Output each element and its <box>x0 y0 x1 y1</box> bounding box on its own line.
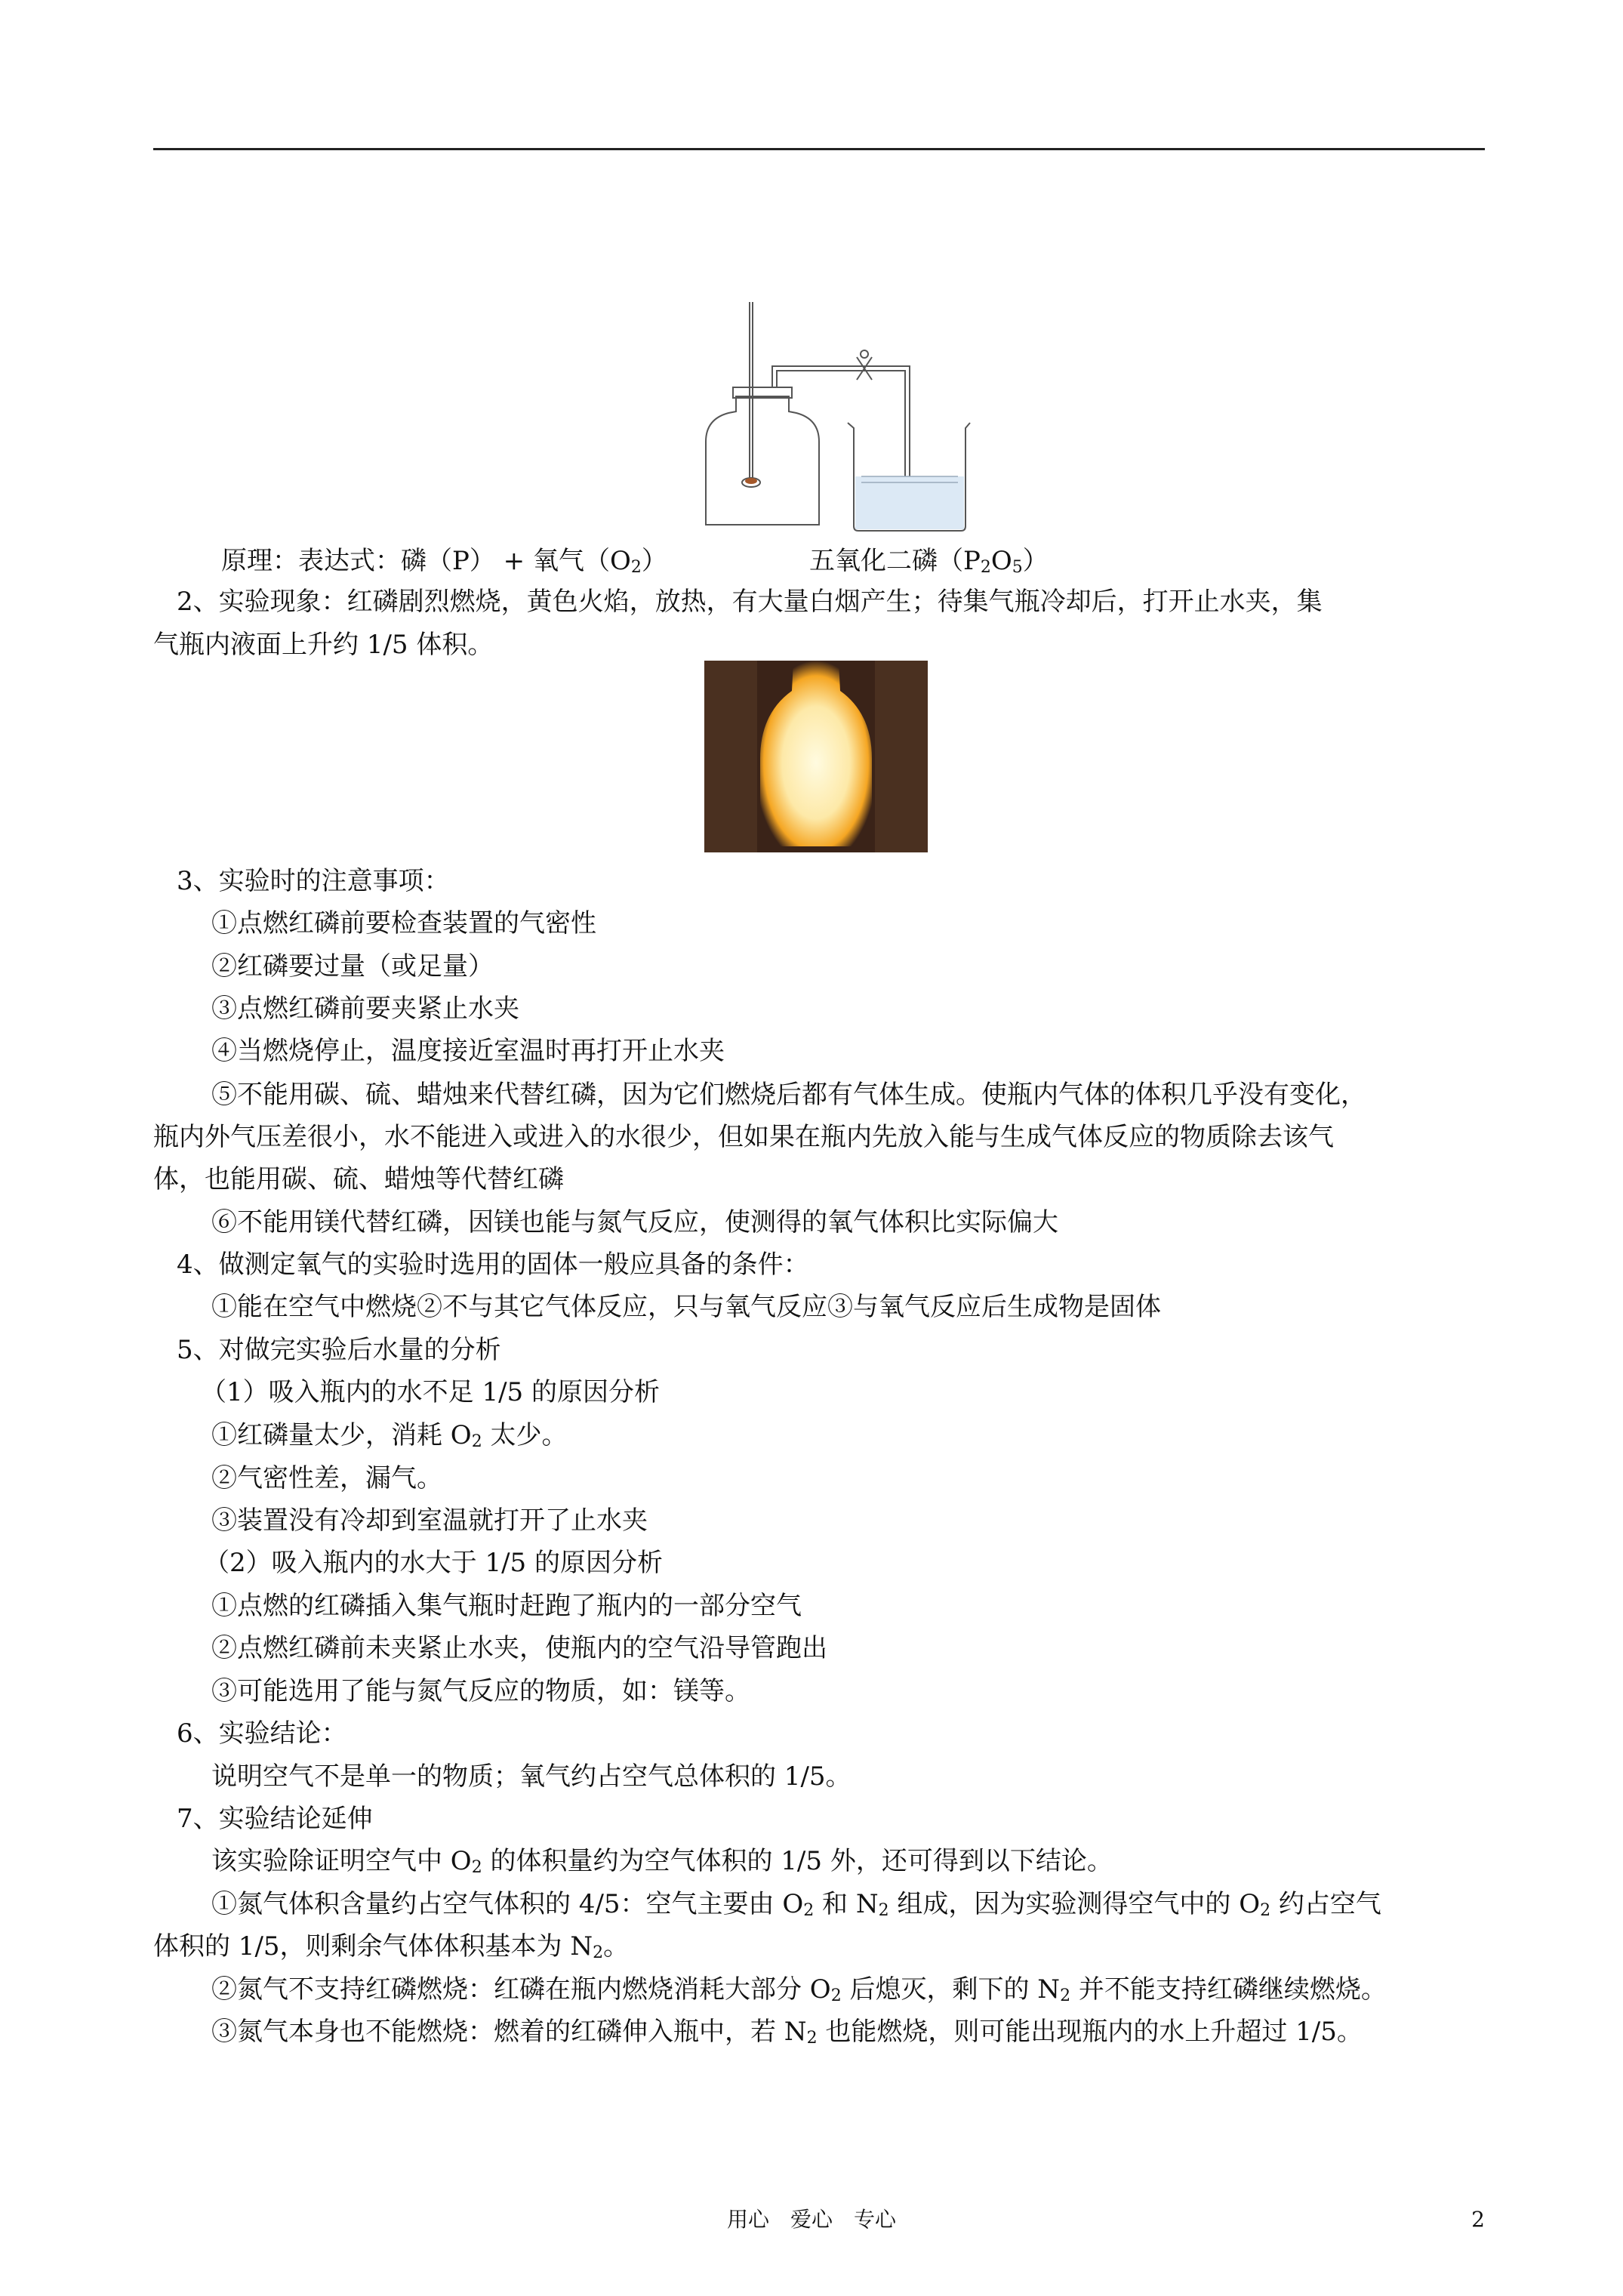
header-rule <box>153 148 1485 150</box>
sec5-b2: ②点燃红磷前未夹紧止水夹，使瓶内的空气沿导管跑出 <box>211 1633 827 1663</box>
sec5-b1: ①点燃的红磷插入集气瓶时赶跑了瓶内的一部分空气 <box>211 1591 802 1621</box>
sec3-item3: ③点燃红磷前要夹紧止水夹 <box>211 994 519 1024</box>
sec7-intro: 该实验除证明空气中 $O_2$ 的体积量约为空气体积的 1/5 外，还可得到以下结论。 <box>211 1846 1113 1877</box>
sec5-title: 5、对做完实验后水量的分析 <box>177 1335 501 1365</box>
sec3-item5-line3: 体，也能用碳、硫、蜡烛等代替红磷 <box>153 1164 564 1194</box>
sec7-c1-line2: 体积的 1/5，则剩余气体体积基本为 $N_2$。 <box>153 1931 630 1962</box>
connecting-tube <box>772 366 910 419</box>
sec2-line1: 2、实验现象：红磷剧烈燃烧，黄色火焰，放热，有大量白烟产生；待集气瓶冷却后，打开止水夹，集 <box>177 587 1323 617</box>
sec6-title: 6、实验结论： <box>177 1718 347 1749</box>
sec4-title: 4、做测定氧气的实验时选用的固体一般应具备的条件： <box>177 1250 809 1280</box>
apparatus-diagram <box>683 298 1076 540</box>
footer-motto: 用心 爱心 专心 <box>726 2207 896 2232</box>
sec6-body: 说明空气不是单一的物质；氧气约占空气总体积的 1/5。 <box>211 1761 852 1792</box>
sec3-item2: ②红磷要过量（或足量） <box>211 951 494 982</box>
sec5-a1: ①红磷量太少，消耗 $O_2$ 太少。 <box>211 1420 568 1451</box>
burning-phosphorus-photo <box>704 661 928 852</box>
sec5-a2: ②气密性差，漏气。 <box>211 1463 442 1493</box>
principle-product: 五氧化二磷$(P_2O_5)$ <box>809 546 1049 577</box>
sec3-title: 3、实验时的注意事项： <box>177 866 450 896</box>
sec3-item5-line1: ⑤不能用碳、硫、蜡烛来代替红磷，因为它们燃烧后都有气体生成。使瓶内气体的体积几乎没有变化， <box>211 1080 1366 1110</box>
sec5-a3: ③装置没有冷却到室温就打开了止水夹 <box>211 1505 648 1536</box>
beaker-water <box>855 476 964 529</box>
sec3-item5-line2: 瓶内外气压差很小，水不能进入或进入的水很少，但如果在瓶内先放入能与生成气体反应的物质除去该气 <box>153 1122 1334 1152</box>
sec5-b3: ③可能选用了能与氮气反应的物质，如：镁等。 <box>211 1676 750 1706</box>
sec7-c3: ③氮气本身也不能燃烧：燃着的红磷伸入瓶中，若 $N_2$ 也能燃烧，则可能出现瓶内的水上升超过 1/5。 <box>211 2017 1363 2048</box>
sec5-sub2: （2）吸入瓶内的水大于 1/5 的原因分析 <box>204 1548 663 1578</box>
sec7-title: 7、实验结论延伸 <box>177 1804 373 1834</box>
gas-bottle <box>706 396 819 525</box>
sec4-body: ①能在空气中燃烧②不与其它气体反应，只与氧气反应③与氧气反应后生成物是固体 <box>211 1292 1161 1322</box>
sec2-line2: 气瓶内液面上升约 1/5 体积。 <box>153 630 494 660</box>
sec7-c2: ②氮气不支持红磷燃烧：红磷在瓶内燃烧消耗大部分 $O_2$ 后熄灭，剩下的 $N_2$ 并不能支持红磷继续燃烧。 <box>211 1974 1387 2005</box>
sec7-c1-line1: ①氮气体积含量约占空气体积的 4/5：空气主要由 $O_2$ 和 $N_2$ 组成，因为实验测得空气中的 $O_2$ 约占空气 <box>211 1889 1381 1920</box>
sec3-item4: ④当燃烧停止，温度接近室温时再打开止水夹 <box>211 1036 725 1066</box>
sec3-item1: ①点燃红磷前要检查装置的气密性 <box>211 908 596 938</box>
page-number: 2 <box>1471 2207 1485 2232</box>
principle-line: 原理：表达式：磷（P） + 氧气$(O_2)$ <box>221 546 667 577</box>
sec5-sub1: （1）吸入瓶内的水不足 1/5 的原因分析 <box>201 1377 660 1407</box>
sec3-item6: ⑥不能用镁代替红磷，因镁也能与氮气反应，使测得的氧气体积比实际偏大 <box>211 1207 1058 1237</box>
